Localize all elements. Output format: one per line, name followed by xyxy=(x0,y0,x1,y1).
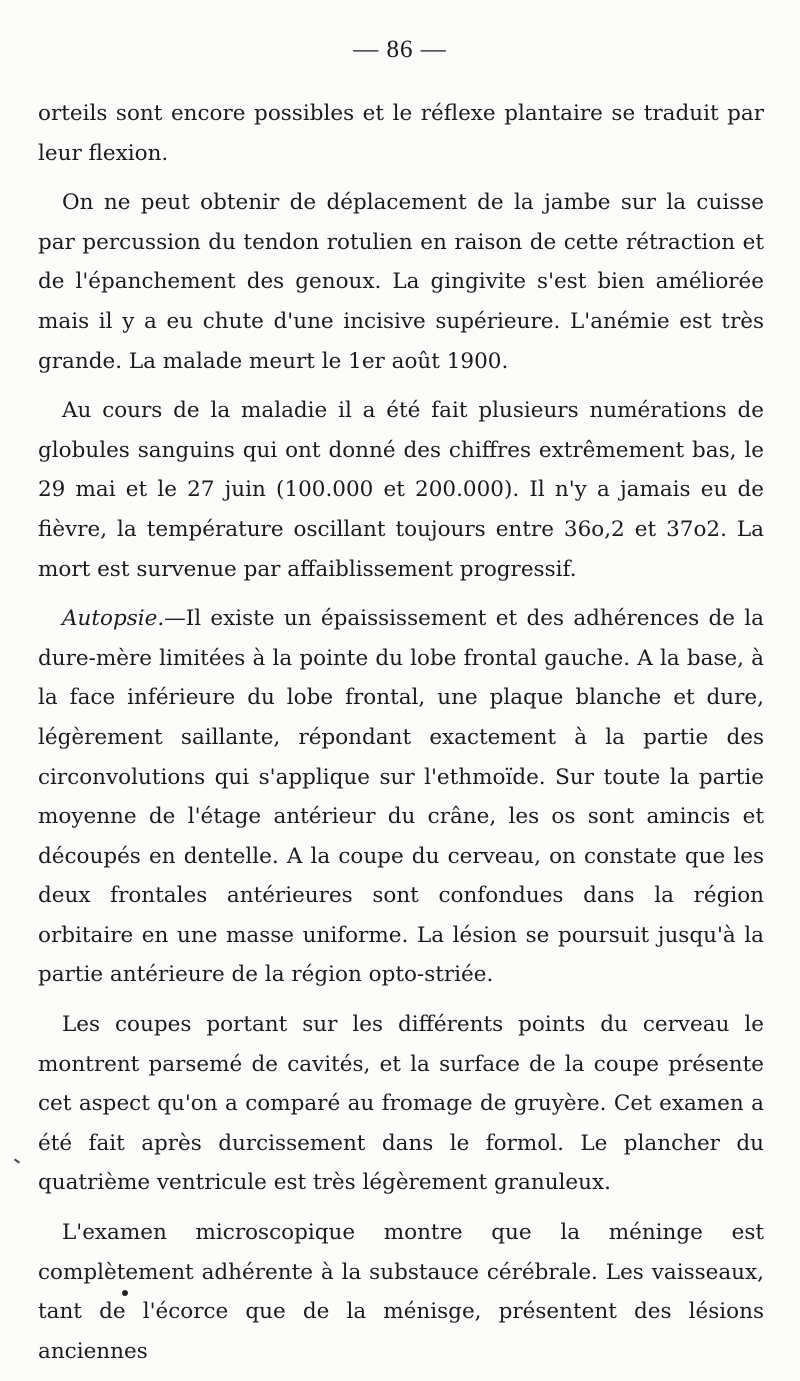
paragraph-text: —Il existe un épaississement et des adhérences de la dure-mère limitées à la pointe du lobe frontal gauche. A la base, à la face inférieure du lobe frontal, une plaque blanche et dure, légèrement saillante, répondant exactement à la partie des circonvolutions qui s'applique sur l'ethmoïde. Sur toute la partie moyenne de l'étage antérieur du crâne, les os sont amincis et découpés en dentelle. A la coupe du cerveau, on constate que les deux frontales antérieures sont confondues dans la région orbitaire en une masse uniforme. La lésion se poursuit jusqu'à la partie antérieure de la région opto-striée. xyxy=(38,606,764,988)
paragraph-autopsie xyxy=(38,599,764,995)
text-body xyxy=(38,94,764,1381)
paragraph-text: orteils sont encore possibles et le réflexe plantaire se traduit par leur flexion. xyxy=(38,101,764,166)
paragraph xyxy=(38,1005,764,1203)
paragraph-text: Au cours de la maladie il a été fait plusieurs numérations de globules sanguins qui ont donné des chiffres extrêmement bas, le 29 mai et le 27 juin (100.000 et 200.000). Il n'y a jamais eu de fièvre, la température oscillant toujours entre 36o,2 et 37o2. La mort est survenue par affaiblissement progressif. xyxy=(38,398,764,582)
paragraph-text: Les coupes portant sur les différents points du cerveau le montrent parsemé de cavités, et la surface de la coupe présente cet aspect qu'on a comparé au fromage de gruyère. Cet examen a été fait après durcissement dans le formol. Le plancher du quatrième ventricule est très légèrement granuleux. xyxy=(38,1012,764,1196)
section-lead-autopsie: Autopsie. xyxy=(62,606,165,632)
paragraph-text: On ne peut obtenir de déplacement de la jambe sur la cuisse par percussion du tendon rotulien en raison de cette rétraction et de l'épanchement des genoux. La gingivite s'est bien améliorée mais il y a eu chute d'une incisive supérieure. L'anémie est très grande. La malade meurt le 1er août 1900. xyxy=(38,190,764,374)
page-number: — 86 — xyxy=(353,36,447,63)
paragraph-text: L'examen microscopique montre que la méninge est complètement adhérente à la substauce cérébrale. Les vaisseaux, tant de l'écorce que de la ménisge, présentent des lésions anciennes xyxy=(38,1220,764,1364)
paragraph xyxy=(38,1213,764,1371)
paragraph-continuation xyxy=(38,94,764,173)
ink-dot xyxy=(122,1290,128,1296)
margin-mark xyxy=(14,1158,20,1163)
paragraph xyxy=(38,391,764,589)
paragraph xyxy=(38,183,764,381)
